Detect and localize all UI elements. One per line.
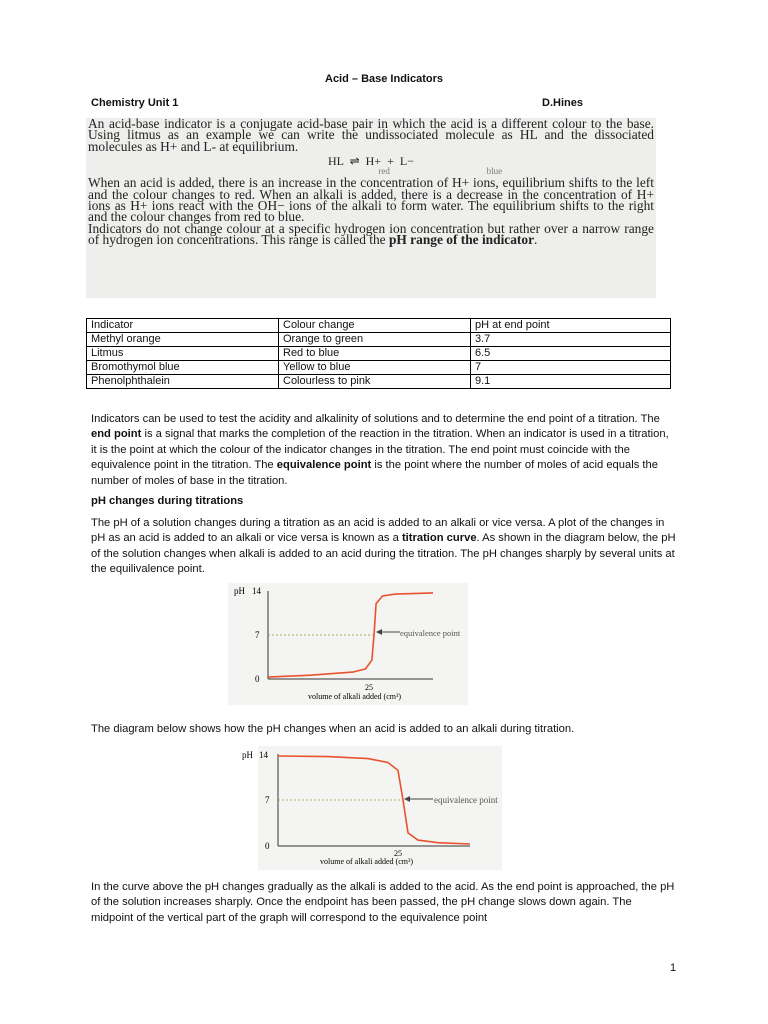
table-cell: Methyl orange <box>87 333 279 347</box>
indicator-table <box>86 318 671 389</box>
y-tick-label: 7 <box>255 630 260 640</box>
table-cell: Colourless to pink <box>279 375 471 389</box>
eq-h-ion: H+ <box>365 154 382 169</box>
scan-p3-bold: pH range of the indicator <box>388 232 535 248</box>
p1-text-c: is a signal that marks the completion of the reaction in the titration. When an indicator is used in a titration, it is the point at which the colour of the indicator changes in the titration. The end point must coincide with the equivalence point in the titration. The <box>91 428 669 472</box>
y-tick-label: 14 <box>252 586 261 596</box>
x-axis-label: volume of alkali added (cm³) <box>308 692 402 701</box>
p1-text-e: is the point where the number of moles of acid equals the number of moles of base in the titration. <box>91 459 658 487</box>
equivalence-annotation <box>400 628 461 638</box>
p1-bold-end-point: end point <box>91 428 142 441</box>
table-cell: Yellow to blue <box>279 361 471 375</box>
chart-background <box>228 583 468 705</box>
section-heading: pH changes during titrations <box>91 495 244 507</box>
titration-chart-acid-with-alkali <box>228 583 468 705</box>
eq-hl: HL <box>328 154 344 169</box>
acid-to-alkali-paragraph: The diagram below shows how the pH changes when an acid is added to an alkali during titration. <box>91 723 575 735</box>
eq-arrow: ⇌ <box>349 154 360 169</box>
p2-text-c: . As shown in the diagram below, the pH of the solution changes when alkali is added to an acid during the titration. The pH changes sharply by several units at the equilivalence point. <box>91 532 676 576</box>
table-cell: Phenolphthalein <box>87 375 279 389</box>
p1-text-a: Indicators can be used to test the acidity and alkalinity of solutions and to determine the end point of a titration. The <box>91 413 660 425</box>
table-row <box>87 375 671 389</box>
end-point-paragraph <box>91 412 676 489</box>
scan-paragraph-2: When an acid is added, there is an increase in the concentration of H+ ions, equilibrium shifts to the left and the colour changes to red. When an alkali is added, there is a decrease in the concentration of H+ ions as H+ ions react with the OH− ions of the alkali to form water. The equilibrium shifts to the right and the colour changes from red to blue. <box>88 175 654 225</box>
table-header: pH at end point <box>471 319 671 333</box>
table-cell: Litmus <box>87 347 279 361</box>
titration-curve-paragraph <box>91 516 676 578</box>
table-header: Indicator <box>87 319 279 333</box>
chart-background <box>258 746 502 870</box>
eq-red: red <box>378 166 390 177</box>
table-cell: Bromothymol blue <box>87 361 279 375</box>
table-header-row <box>87 319 671 333</box>
scanned-textbook-excerpt <box>86 118 656 298</box>
scan-paragraph-1: An acid-base indicator is a conjugate acid-base pair in which the acid is a different colour to the base. Using litmus as an example we can write the undissociated molecule as HL and the dissociated molecules as H+ and L- at equilibrium. <box>88 116 654 154</box>
y-axis-label: pH <box>234 586 245 596</box>
x-axis-label: volume of alkali added (cm³) <box>320 857 414 866</box>
conclusion-paragraph: In the curve above the pH changes gradually as the alkali is added to the acid. As the end point is approached, the pH of the solution increases sharply. Once the endpoint has been passed, the pH change slows down again. The midpoint of the vertical part of the graph will correspond to the equivalence point <box>91 881 675 924</box>
table-row <box>87 333 671 347</box>
table-header: Colour change <box>279 319 471 333</box>
p2-text-a: The pH of a solution changes during a titration as an acid is added to an alkali or vice versa. A plot of the changes in pH as an acid is added to an alkali or vice versa is known as a <box>91 517 665 545</box>
eq-blue: blue <box>486 166 503 177</box>
table-cell: 9.1 <box>471 375 671 389</box>
scan-paragraph-3 <box>86 220 656 248</box>
scan-p3-end: . <box>534 232 538 248</box>
table-cell: 6.5 <box>471 347 671 361</box>
table-row <box>87 361 671 375</box>
y-axis-label: pH <box>242 750 253 760</box>
unit-label: Chemistry Unit 1 <box>91 97 179 109</box>
table-cell: Orange to green <box>279 333 471 347</box>
table-cell: Red to blue <box>279 347 471 361</box>
page-number: 1 <box>670 962 677 974</box>
x-tick-label: 25 <box>394 849 402 858</box>
x-tick-label: 25 <box>365 683 373 692</box>
table-cell: 3.7 <box>471 333 671 347</box>
annotation-text: equivalence point <box>400 628 461 638</box>
document-title: Acid – Base Indicators <box>325 73 443 85</box>
eq-plus: + <box>387 154 394 169</box>
y-tick-label: 0 <box>265 841 270 851</box>
scan-p3-text: Indicators do not change colour at a specific hydrogen ion concentration but rather over a narrow range of hydrogen ion concentrations. This range is called the <box>88 220 654 248</box>
titration-chart-alkali-with-acid <box>242 746 502 870</box>
y-tick-label: 14 <box>259 750 268 760</box>
p2-bold-titration-curve: titration curve <box>401 532 477 545</box>
p1-bold-equivalence: equivalence point <box>276 459 372 472</box>
table-cell: 7 <box>471 361 671 375</box>
y-tick-label: 7 <box>265 795 270 805</box>
eq-l-ion: L− <box>399 154 414 169</box>
annotation-text: equivalence point <box>434 795 498 805</box>
equivalence-annotation <box>434 795 498 805</box>
y-tick-label: 0 <box>255 674 260 684</box>
author-label: D.Hines <box>542 97 583 109</box>
litmus-equilibrium <box>86 155 656 167</box>
table-row <box>87 347 671 361</box>
